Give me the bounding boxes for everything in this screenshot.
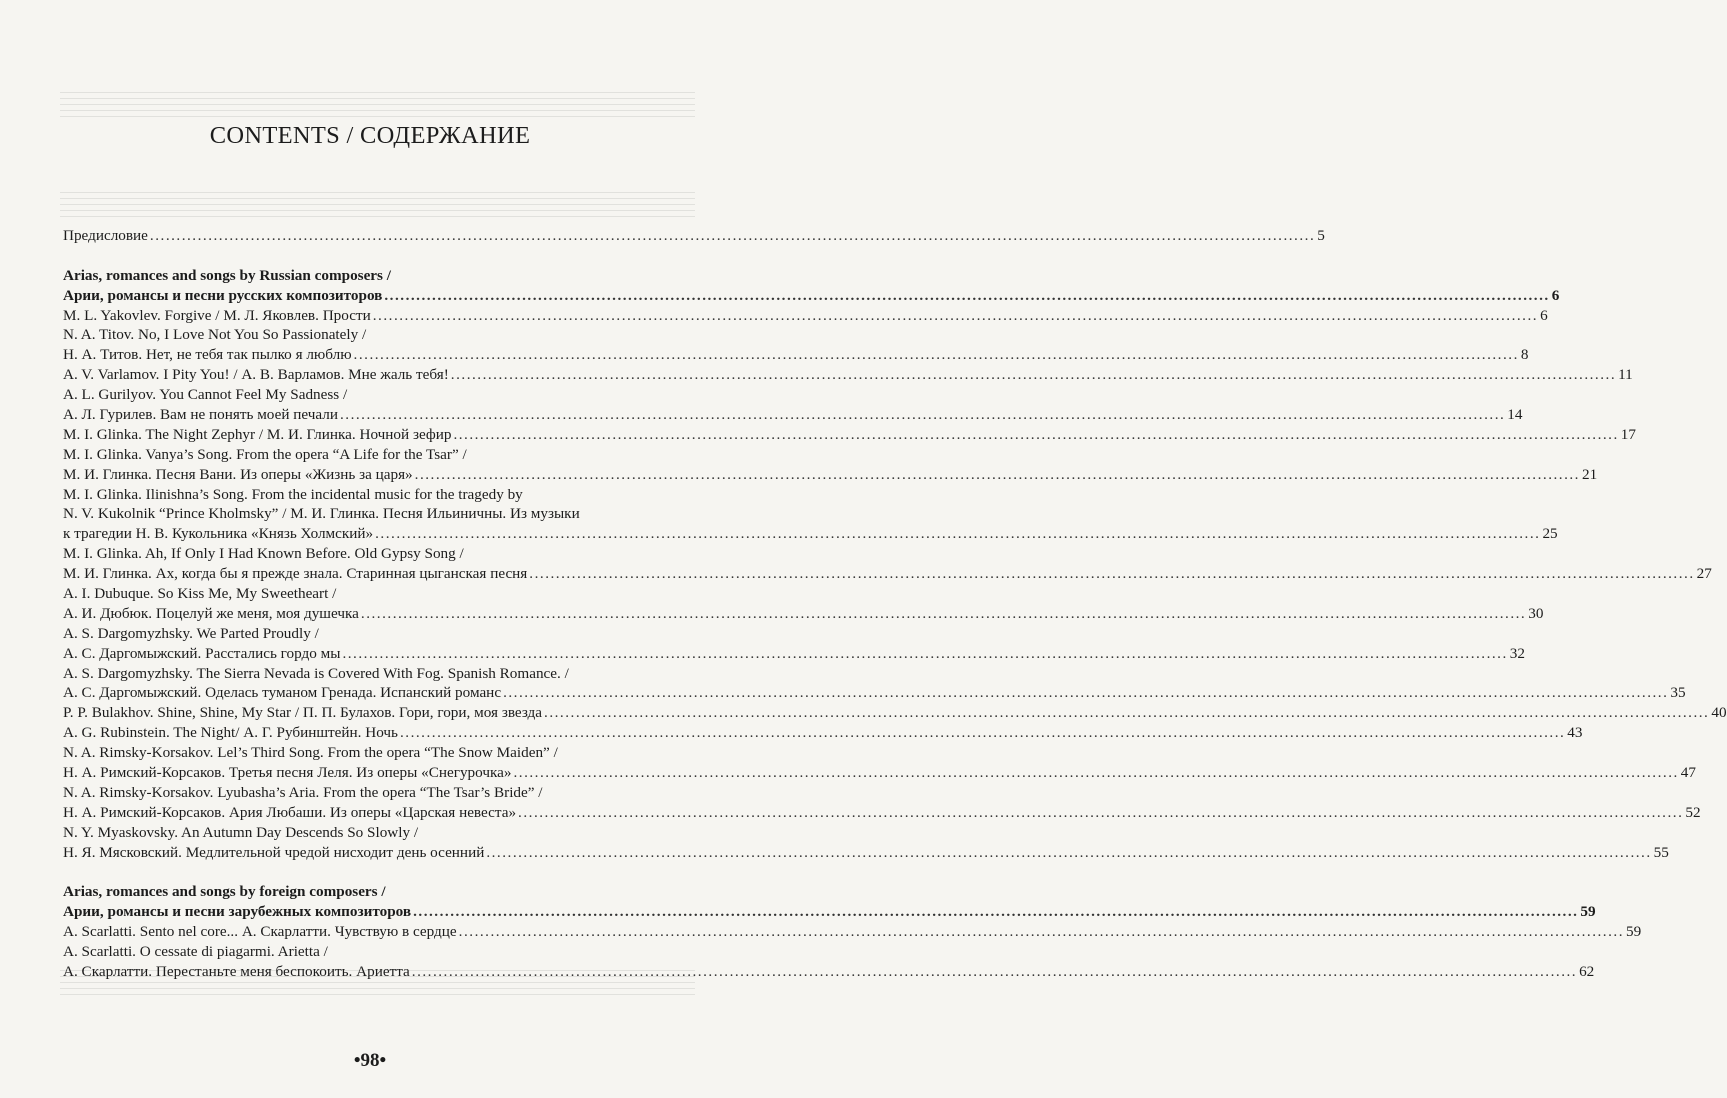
toc-leader-dots: ............................................................................................................................................................................................................................ xyxy=(342,644,1508,662)
toc-entry xyxy=(63,306,1548,326)
toc-leader-dots: ............................................................................................................................................................................................................................ xyxy=(372,306,1539,324)
toc-entry xyxy=(63,644,1525,664)
toc-entry-title: M. I. Glinka. Ilinishna’s Song. From the incidental music for the tragedy by xyxy=(63,485,523,503)
toc-entry-title: M. I. Glinka. Vanya’s Song. From the opera “A Life for the Tsar” / xyxy=(63,445,467,463)
toc-entry-title: M. I. Glinka. Ah, If Only I Had Known Before. Old Gypsy Song / xyxy=(63,545,464,563)
toc-entry xyxy=(63,624,691,644)
toc-section-heading xyxy=(63,902,1596,922)
section-spacer xyxy=(63,246,691,266)
toc-entry-title: Н. А. Титов. Нет, не тебя так пылко я люблю xyxy=(63,346,352,364)
toc-leader-dots: ............................................................................................................................................................................................................................ xyxy=(450,366,1617,384)
toc-section-heading xyxy=(63,266,691,286)
toc-entry xyxy=(63,584,691,604)
toc-entry xyxy=(63,962,1595,982)
toc-entry-title: M. I. Glinka. The Night Zephyr / М. И. Глинка. Ночной зефир xyxy=(63,425,452,443)
toc-leader-dots: ............................................................................................................................................................................................................................ xyxy=(353,346,1519,364)
toc-page-number: 30 xyxy=(1528,604,1544,622)
toc-entry xyxy=(63,524,1558,544)
toc-leader-dots: ............................................................................................................................................................................................................................ xyxy=(518,803,1684,821)
toc-entry-title: А. Скарлатти. Перестаньте меня беспокоить. Ариетта xyxy=(63,962,410,980)
toc-entry xyxy=(63,843,1669,863)
page-number: •98• xyxy=(353,1050,387,1071)
toc-entry-title: N. A. Rimsky-Korsakov. Lel’s Third Song. From the opera “The Snow Maiden” / xyxy=(63,744,558,762)
toc-leader-dots: ............................................................................................................................................................................................................................ xyxy=(413,903,1579,921)
toc-entry xyxy=(63,465,1598,485)
toc-entry-title: A. I. Dubuque. So Kiss Me, My Sweetheart / xyxy=(63,585,337,603)
toc-entry xyxy=(63,405,1523,425)
toc-page-number: 52 xyxy=(1685,803,1701,821)
toc-page-number: 6 xyxy=(1551,286,1560,304)
toc-entry-title: Н. А. Римский-Корсаков. Третья песня Леля. Из оперы «Снегурочка» xyxy=(63,764,512,782)
toc-entry xyxy=(63,803,1701,823)
toc-leader-dots: ............................................................................................................................................................................................................................ xyxy=(529,565,1695,583)
toc-entry-title: Арии, романсы и песни русских композиторов xyxy=(63,286,383,304)
toc-leader-dots: ............................................................................................................................................................................................................................ xyxy=(544,704,1710,722)
toc-leader-dots: ............................................................................................................................................................................................................................ xyxy=(503,684,1669,702)
toc-section-heading xyxy=(63,286,1560,306)
toc-entry-title: М. И. Глинка. Ах, когда бы я прежде знала. Старинная цыганская песня xyxy=(63,565,528,583)
toc-entry-title: N. A. Rimsky-Korsakov. Lyubasha’s Aria. From the opera “The Tsar’s Bride” / xyxy=(63,783,543,801)
toc-entry-title: М. И. Глинка. Песня Вани. Из оперы «Жизнь за царя» xyxy=(63,465,413,483)
toc-leader-dots: ............................................................................................................................................................................................................................ xyxy=(375,525,1541,543)
toc-entry-title: Н. А. Римский-Корсаков. Ария Любаши. Из оперы «Царская невеста» xyxy=(63,803,517,821)
toc-page-number: 17 xyxy=(1620,425,1636,443)
toc-leader-dots: ............................................................................................................................................................................................................................ xyxy=(453,425,1619,443)
toc-entry-title: Предисловие xyxy=(63,227,148,244)
toc-entry-title: A. L. Gurilyov. You Cannot Feel My Sadness / xyxy=(63,386,348,404)
toc-page-number: 8 xyxy=(1520,346,1529,364)
toc-entry-title: A. Scarlatti. O cessate di piagarmi. Arietta / xyxy=(63,943,328,961)
toc-entry xyxy=(63,942,691,962)
toc-leader-dots: ............................................................................................................................................................................................................................ xyxy=(399,724,1566,742)
toc-entry-title: А. Л. Гурилев. Вам не понять моей печали xyxy=(63,406,338,424)
toc-entry xyxy=(63,325,691,345)
toc-entry xyxy=(63,664,691,684)
toc-page-number: 21 xyxy=(1581,465,1598,483)
toc-page-number: 25 xyxy=(1542,525,1558,543)
toc-leader-dots: ............................................................................................................................................................................................................................ xyxy=(360,604,1527,622)
toc-page-number: 27 xyxy=(1696,565,1712,583)
toc-leader-dots: ............................................................................................................................................................................................................................ xyxy=(414,465,1580,483)
toc-entry-title: A. Scarlatti. Sento nel core... А. Скарлатти. Чувствую в сердце xyxy=(63,923,457,941)
toc-entry-title: Arias, romances and songs by Russian composers / xyxy=(63,266,391,284)
toc-section-heading xyxy=(63,882,691,902)
toc-entry-title: Арии, романсы и песни зарубежных композиторов xyxy=(63,903,412,921)
toc-page-number: 47 xyxy=(1680,764,1696,782)
toc-leader-dots: ............................................................................................................................................................................................................................ xyxy=(149,227,1316,244)
toc-entry xyxy=(63,385,691,405)
toc-entry xyxy=(63,445,691,465)
page-title: CONTENTS / СОДЕРЖАНИЕ xyxy=(209,122,531,149)
toc-entry xyxy=(63,425,1636,445)
toc-entry-title: P. P. Bulakhov. Shine, Shine, My Star / П. П. Булахов. Гори, гори, моя звезда xyxy=(63,704,543,722)
toc-page-number: 55 xyxy=(1653,843,1669,861)
toc-leader-dots: ............................................................................................................................................................................................................................ xyxy=(384,286,1550,304)
toc-entry-title: А. С. Даргомыжский. Оделась туманом Гренада. Испанский романс xyxy=(63,684,502,702)
toc-entry xyxy=(63,783,691,803)
toc-entry xyxy=(63,604,1544,624)
toc-entry-title: А. И. Дюбюк. Поцелуй же меня, моя душечка xyxy=(63,604,359,622)
faint-staff-top xyxy=(60,92,695,122)
toc-page-number: 62 xyxy=(1579,962,1595,980)
toc-entry xyxy=(63,504,691,524)
toc-leader-dots: ............................................................................................................................................................................................................................ xyxy=(339,406,1506,424)
toc-entry xyxy=(63,365,1633,385)
toc-leader-dots: ............................................................................................................................................................................................................................ xyxy=(513,764,1679,782)
toc-page-number: 40 xyxy=(1711,704,1727,722)
page-number-value: 98 xyxy=(360,1050,380,1071)
toc-entry-title: M. L. Yakovlev. Forgive / М. Л. Яковлев. Прости xyxy=(63,306,371,324)
toc-leader-dots: ............................................................................................................................................................................................................................ xyxy=(411,962,1578,980)
toc-page-number: 35 xyxy=(1670,684,1686,702)
toc-entry-title: N. V. Kukolnik “Prince Kholmsky” / М. И. Глинка. Песня Ильиничны. Из музыки xyxy=(63,505,580,523)
toc-entry-title: A. S. Dargomyzhsky. We Parted Proudly / xyxy=(63,624,319,642)
toc-entry-title: А. С. Даргомыжский. Расстались гордо мы xyxy=(63,644,341,662)
section-spacer xyxy=(63,863,691,883)
toc-entry xyxy=(63,485,691,505)
toc-entry-title: A. V. Varlamov. I Pity You! / А. В. Варламов. Мне жаль тебя! xyxy=(63,366,449,384)
toc-entry xyxy=(63,544,691,564)
toc-page-number: 6 xyxy=(1540,306,1548,324)
toc-entry-title: Arias, romances and songs by foreign composers / xyxy=(63,883,386,901)
toc-entry xyxy=(63,723,1583,743)
toc-entry-title: A. G. Rubinstein. The Night/ А. Г. Рубинштейн. Ночь xyxy=(63,724,398,742)
toc-page-number: 5 xyxy=(1317,227,1325,244)
toc-leader-dots: ............................................................................................................................................................................................................................ xyxy=(458,923,1624,941)
table-of-contents xyxy=(63,226,1727,982)
toc-entry xyxy=(63,226,1325,246)
toc-entry xyxy=(63,683,1686,703)
toc-page-number: 32 xyxy=(1509,644,1525,662)
toc-entry-title: N. Y. Myaskovsky. An Autumn Day Descends So Slowly / xyxy=(63,823,419,841)
toc-entry-title: к трагедии Н. В. Кукольника «Князь Холмский» xyxy=(63,525,374,543)
toc-leader-dots: ............................................................................................................................................................................................................................ xyxy=(486,843,1652,861)
toc-entry-title: N. A. Titov. No, I Love Not You So Passionately / xyxy=(63,326,367,344)
toc-entry xyxy=(63,743,691,763)
toc-entry-title: A. S. Dargomyzhsky. The Sierra Nevada is Covered With Fog. Spanish Romance. / xyxy=(63,664,569,682)
toc-entry xyxy=(63,922,1642,942)
toc-entry xyxy=(63,763,1696,783)
toc-page-number: 11 xyxy=(1618,366,1633,384)
toc-entry-title: Н. Я. Мясковский. Медлительной чредой нисходит день осенний xyxy=(63,843,485,861)
toc-entry xyxy=(63,823,691,843)
faint-staff-upper xyxy=(60,192,695,222)
toc-page-number: 59 xyxy=(1625,923,1642,941)
toc-entry xyxy=(63,345,1529,365)
toc-entry xyxy=(63,703,1727,723)
toc-page-number: 14 xyxy=(1507,406,1523,424)
toc-page-number: 43 xyxy=(1567,724,1583,742)
toc-page-number: 59 xyxy=(1580,903,1596,921)
toc-entry xyxy=(63,564,1712,584)
